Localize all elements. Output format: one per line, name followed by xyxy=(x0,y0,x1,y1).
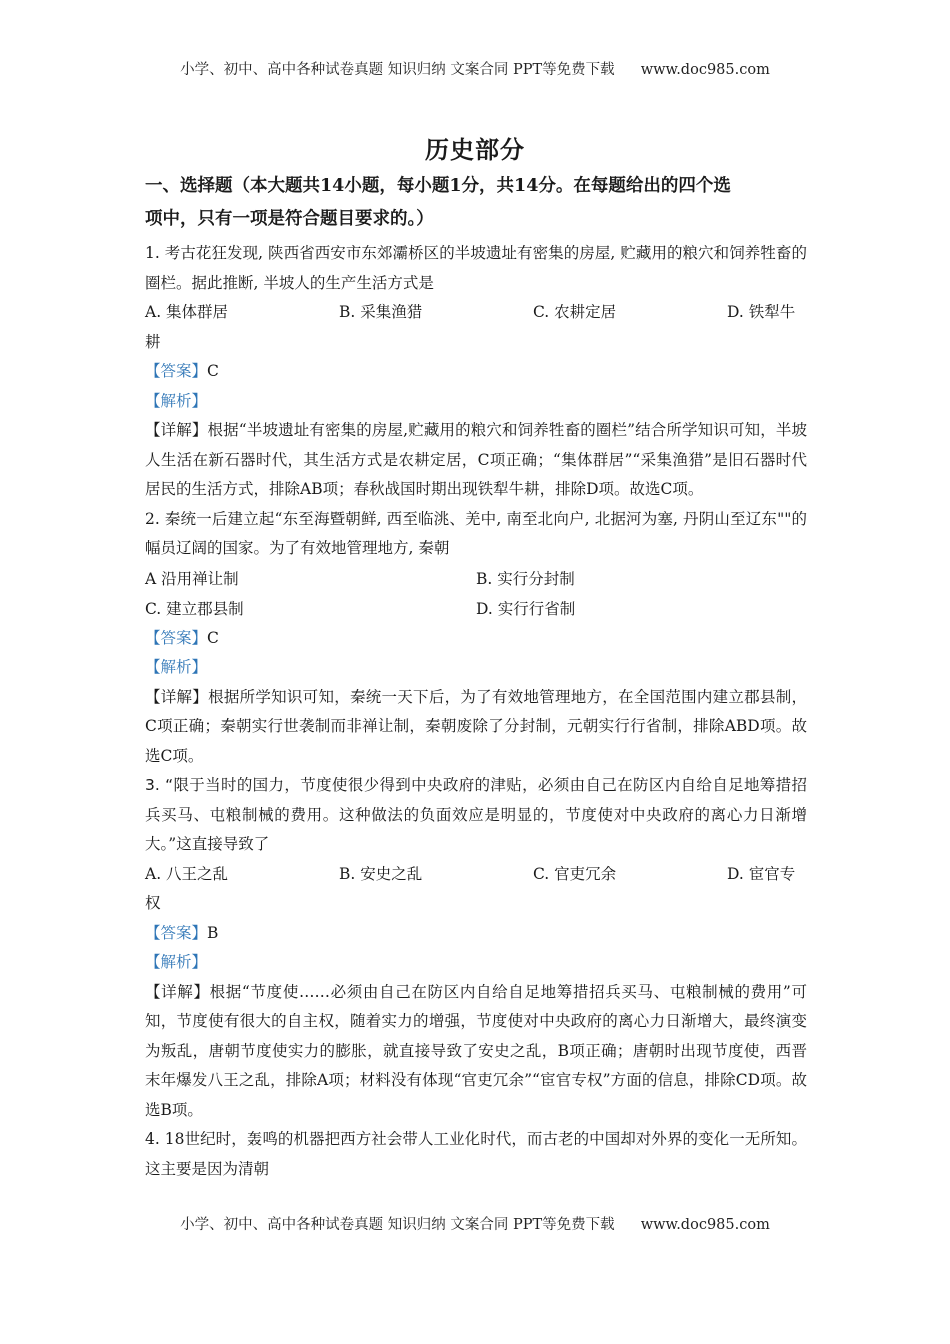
header-text: 小学、初中、高中各种试卷真题 知识归纳 文案合同 PPT等免费下载 xyxy=(180,62,615,78)
q3-answer-value: B xyxy=(207,923,219,942)
q1-option-a: A. 集体群居 xyxy=(145,303,229,321)
page-title: 历史部分 xyxy=(425,135,525,164)
q2-option-c: C. 建立郡县制 xyxy=(145,599,244,618)
q1-answer xyxy=(145,357,807,387)
q3-detail xyxy=(145,978,807,1126)
detail-tag: 【详解】 xyxy=(145,982,210,1001)
q2-detail xyxy=(145,683,807,772)
answer-tag: 【答案】 xyxy=(145,362,208,380)
q3-option-d: D. 宦官专 xyxy=(727,864,796,883)
footer-site[interactable]: www.doc985.com xyxy=(640,1217,770,1233)
q3-answer xyxy=(145,919,807,949)
q2-detail-text: 根据所学知识可知，秦统一天下后，为了有效地管理地方，在全国范围内建立郡县制，C项正确；秦朝实行世袭制而非禅让制，秦朝废除了分封制，元朝实行行省制，排除ABD项。故选C项。 xyxy=(145,687,807,765)
q1-detail xyxy=(145,416,807,505)
detail-tag: 【详解】 xyxy=(145,421,208,439)
q3-option-b: B. 安史之乱 xyxy=(339,864,423,883)
q4-stem: 4. 18世纪时，轰鸣的机器把西方社会带人工业化时代，而古老的中国却对外界的变化一无所知。这主要是因为清朝 xyxy=(145,1130,807,1178)
q2-answer xyxy=(145,624,807,654)
q2-option-b: B. 实行分封制 xyxy=(476,569,575,588)
detail-tag: 【详解】 xyxy=(145,687,209,706)
header-site[interactable]: www.doc985.com xyxy=(640,62,770,78)
q3-stem-main: 3. “限于当时的国力，节度使很少得到中央政府的津贴，必须由自己在防区内自给自足地筹措招兵买马、屯粮制械的费用。这种做法的负面效应是明显的，节度使对中央政府的离心力日渐增大。 xyxy=(145,776,807,853)
page-footer xyxy=(0,1213,950,1234)
q1-options xyxy=(145,298,807,328)
answer-tag: 【答案】 xyxy=(145,923,208,942)
answer-tag: 【答案】 xyxy=(145,628,208,647)
section-heading xyxy=(145,170,807,236)
q3-analysis-tag: 【解析】 xyxy=(145,953,208,971)
q3-stem-tail: ”这直接导致了 xyxy=(168,835,270,853)
q2-options-row-1 xyxy=(145,564,807,594)
q2-stem: 2. 秦统一后建立起“东至海暨朝鲜, 西至临洮、羌中, 南至北向户, 北据河为塞, 丹阴山至辽东""的幅员辽阔的国家。为了有效地管理地方, 秦朝 xyxy=(145,509,807,557)
q2-options-row-2 xyxy=(145,594,807,624)
q3-option-c: C. 官吏冗余 xyxy=(533,864,617,883)
q3-options xyxy=(145,860,807,890)
content-body xyxy=(145,170,807,1184)
q1-option-b: B. 采集渔猎 xyxy=(339,303,423,321)
q2-analysis-tag: 【解析】 xyxy=(145,658,208,676)
q1-option-d: D. 铁犁牛 xyxy=(727,303,796,321)
q1-option-d-wrap: 耕 xyxy=(145,332,161,351)
q3-detail-text: 根据“节度使……必须由自己在防区内自给自足地筹措招兵买马、屯粮制械的费用”可知，节度使有很大的自主权，随着实力的增强，节度使对中央政府的离心力日渐增大，最终演变为叛乱，唐朝节度使实力的膨胀，就直接导致了安史之乱，B项正确；唐朝时出现节度使，西晋末年爆发八王之乱，排除A项；材料没有体现“官吏冗余”“宦官专权”方面的信息，排除CD项。故选B项。 xyxy=(145,982,807,1119)
q1-stem: 1. 考古花狂发现, 陕西省西安市东郊灞桥区的半坡遗址有密集的房屋, 贮藏用的粮穴和饲养牲畜的圈栏。据此推断, 半坡人的生产生活方式是 xyxy=(145,244,807,292)
section-heading-line-2: 项中，只有一项是符合题目要求的。） xyxy=(145,209,434,229)
q3-stem xyxy=(145,771,807,860)
q1-detail-text: 根据“半坡遗址有密集的房屋,贮藏用的粮穴和饲养牲畜的圈栏”结合所学知识可知，半坡人生活在新石器时代，其生活方式是农耕定居，C项正确；“集体群居”“采集渔猎”是旧石器时代居民的生活方式，排除AB项；春秋战国时期出现铁犁牛耕，排除D项。故选C项。 xyxy=(145,421,807,498)
q1-answer-value: C xyxy=(207,362,219,380)
q3-option-a: A. 八王之乱 xyxy=(145,864,229,883)
q1-option-c: C. 农耕定居 xyxy=(533,303,617,321)
footer-text: 小学、初中、高中各种试卷真题 知识归纳 文案合同 PPT等免费下载 xyxy=(180,1217,615,1233)
q3-option-d-wrap: 权 xyxy=(145,894,161,912)
q2-answer-value: C xyxy=(207,628,219,647)
q2-option-d: D. 实行行省制 xyxy=(476,599,576,618)
q2-option-a: A 沿用禅让制 xyxy=(145,569,239,588)
section-heading-line-1: 一、选择题（本大题共14小题，每小题1分，共14分。在每题给出的四个选 xyxy=(145,176,731,196)
q1-analysis-tag: 【解析】 xyxy=(145,391,208,410)
page-header xyxy=(0,58,950,79)
